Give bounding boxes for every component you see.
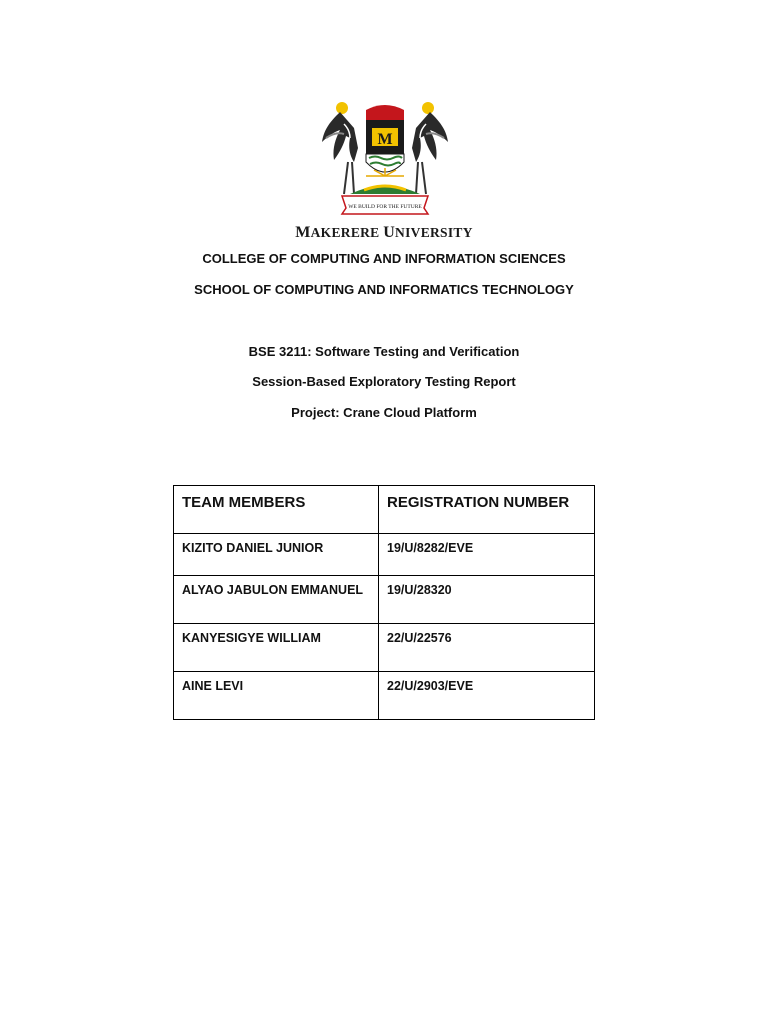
school-name: SCHOOL OF COMPUTING AND INFORMATICS TECHNOLOGY (194, 282, 574, 297)
registration-number: 19/U/8282/EVE (379, 534, 595, 576)
team-members-table (173, 485, 595, 720)
university-name: MAKERERE UNIVERSITY (295, 224, 473, 241)
header-team-members: TEAM MEMBERS (174, 486, 379, 534)
motto-banner (342, 196, 428, 214)
table-row (174, 624, 595, 672)
registration-number: 22/U/22576 (379, 624, 595, 672)
member-name: KANYESIGYE WILLIAM (174, 624, 379, 672)
report-title: Session-Based Exploratory Testing Report (252, 374, 516, 389)
left-crane-icon (322, 102, 358, 194)
header-registration-number: REGISTRATION NUMBER (379, 486, 595, 534)
member-name: KIZITO DANIEL JUNIOR (174, 534, 379, 576)
member-name: AINE LEVI (174, 672, 379, 720)
table-header-row (174, 486, 595, 534)
svg-text:M: M (377, 131, 393, 148)
sun-rays-icon (366, 168, 404, 176)
course-title: BSE 3211: Software Testing and Verification (248, 344, 520, 359)
university-crest-logo (314, 98, 456, 218)
right-crane-icon (412, 102, 448, 194)
table-row (174, 534, 595, 576)
project-title: Project: Crane Cloud Platform (291, 405, 477, 420)
shield-icon (366, 105, 404, 172)
college-name: COLLEGE OF COMPUTING AND INFORMATION SCIENCES (202, 251, 566, 266)
registration-number: 22/U/2903/EVE (379, 672, 595, 720)
registration-number: 19/U/28320 (379, 576, 595, 624)
table-row (174, 576, 595, 624)
table-row (174, 672, 595, 720)
member-name: ALYAO JABULON EMMANUEL (174, 576, 379, 624)
motto-text: WE BUILD FOR THE FUTURE (348, 204, 422, 210)
